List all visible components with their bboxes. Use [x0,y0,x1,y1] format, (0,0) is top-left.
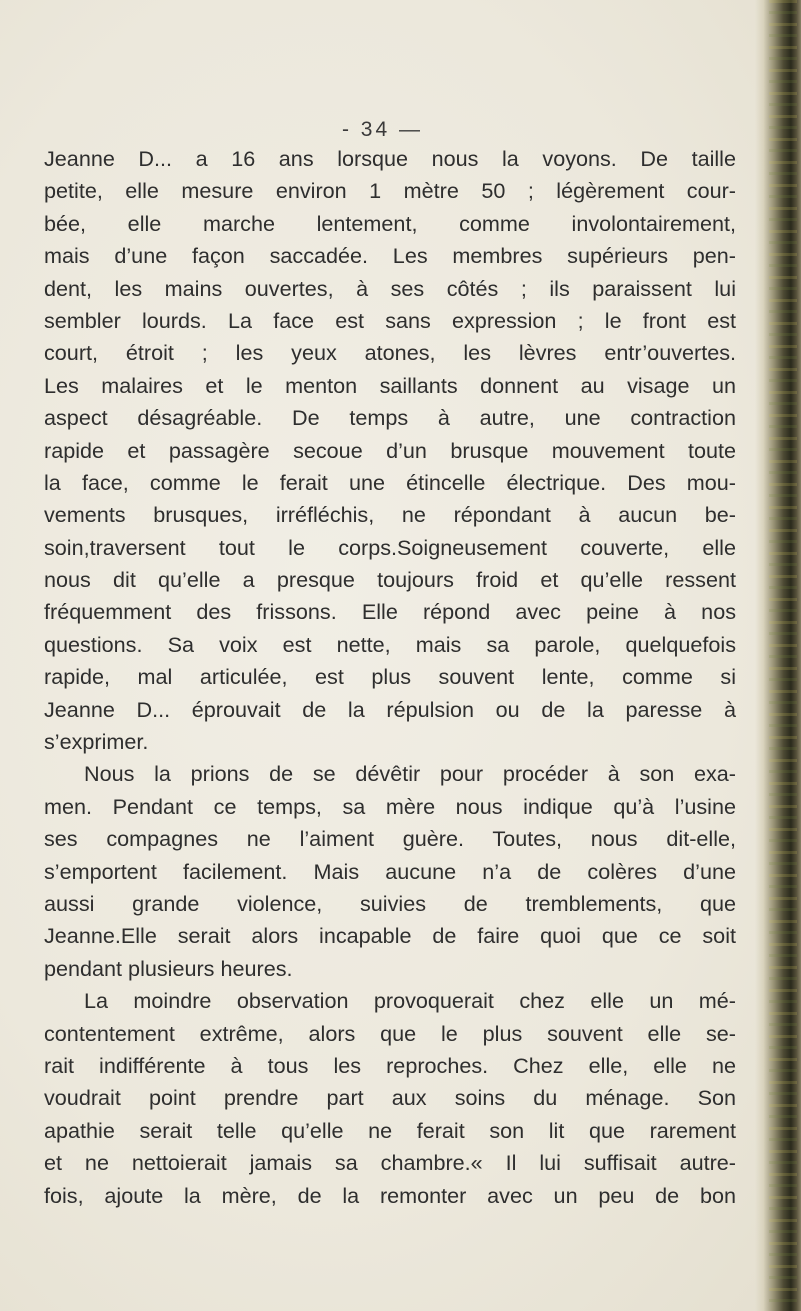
text-line-paragraph-start: Nous la prions de se dévêtir pour procéder à son exa- [84,761,736,787]
text-line: Jeanne D... a 16 ans lorsque nous la voyons. De taille [44,146,736,171]
text-line-paragraph-start: La moindre observation provoquerait chez elle un mé- [84,988,736,1014]
text-line: petite, elle mesure environ 1 mètre 50 ; légèrement cour- [44,178,736,204]
text-line: fois, ajoute la mère, de la remonter avec un peu de bon [44,1182,736,1208]
text-line: la face, comme le ferait une étincelle électrique. Des mou- [44,469,736,495]
text-line: Jeanne D... éprouvait de la répulsion ou de la paresse à [44,696,736,722]
text-line: voudrait point prendre part aux soins du ménage. Son [44,1085,736,1111]
text-line: mais d’une façon saccadée. Les membres supérieurs pen- [44,243,736,269]
text-line-paragraph-end: pendant plusieurs heures. [44,955,293,981]
text-line: ses compagnes ne l’aiment guère. Toutes, nous dit-elle, [44,826,736,852]
text-line: rapide, mal articulée, est plus souvent lente, comme si [44,664,736,690]
text-line: dent, les mains ouvertes, à ses côtés ; ils paraissent lui [44,275,736,301]
text-line: sembler lourds. La face est sans expression ; le front est [44,307,736,333]
text-line: vements brusques, irréfléchis, ne répondant à aucun be- [44,502,736,528]
text-line: soin,traversent tout le corps.Soigneusement couverte, elle [44,534,736,560]
text-line: contentement extrême, alors que le plus souvent elle se- [44,1020,736,1046]
text-line: fréquemment des frissons. Elle répond avec peine à nos [44,599,736,625]
body-text [44,143,736,1212]
text-line: aspect désagréable. De temps à autre, une contraction [44,405,736,431]
text-line: questions. Sa voix est nette, mais sa parole, quelquefois [44,631,736,657]
spine-texture [769,0,797,1311]
text-line: et ne nettoierait jamais sa chambre.« Il lui suffisait autre- [44,1150,736,1176]
text-line: Jeanne.Elle serait alors incapable de faire quoi que ce soit [44,923,736,949]
text-line: men. Pendant ce temps, sa mère nous indique qu’à l’usine [44,793,736,819]
text-line: bée, elle marche lentement, comme involontairement, [44,210,736,236]
text-line: court, étroit ; les yeux atones, les lèvres entr’ouvertes. [44,340,736,366]
text-line: rait indifférente à tous les reproches. Chez elle, elle ne [44,1052,736,1078]
text-line: s’emportent facilement. Mais aucune n’a de colères d’une [44,858,736,884]
text-line: nous dit qu’elle a presque toujours froid et qu’elle ressent [44,567,736,593]
text-line-paragraph-end: s’exprimer. [44,729,149,755]
text-line: apathie serait telle qu’elle ne ferait son lit que rarement [44,1117,736,1143]
text-line: Les malaires et le menton saillants donnent au visage un [44,372,736,398]
text-line: aussi grande violence, suivies de tremblements, que [44,890,736,916]
page-number: - 34 — [341,118,424,141]
text-line: rapide et passagère secoue d’un brusque mouvement toute [44,437,736,463]
